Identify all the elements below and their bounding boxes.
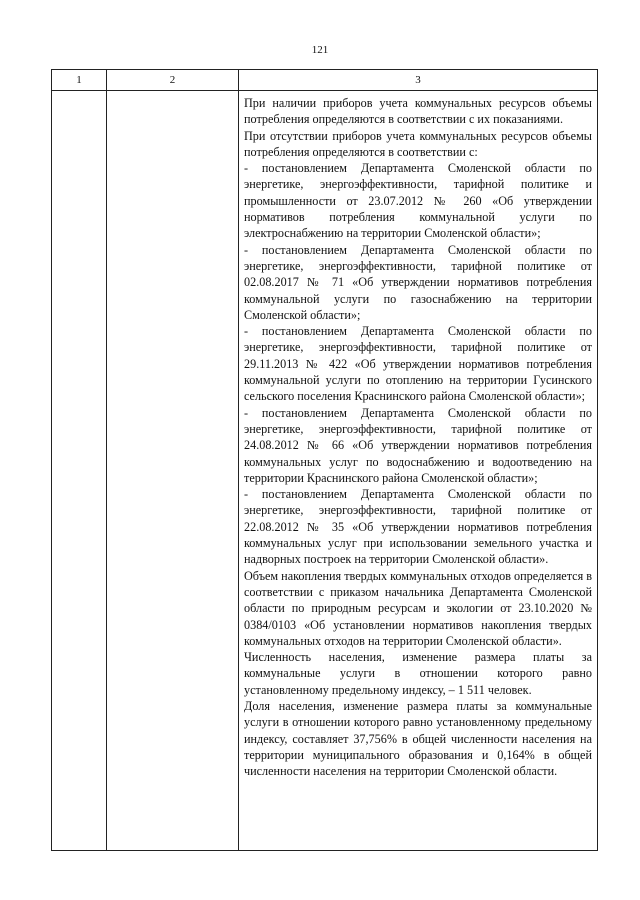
page-number: 121 — [311, 44, 329, 56]
table-header-row — [52, 70, 598, 91]
column-2-cell — [107, 91, 239, 851]
paragraph-population-count: Численность населения, изменение размера платы за коммунальные услуги в отношении которого равно установленному предельному индексу, – 1 511 человек. — [244, 650, 592, 697]
column-3-cell — [239, 91, 598, 851]
paragraph-metering-present: При наличии приборов учета коммунальных ресурсов объемы потребления определяются в соответствии с их показаниями. — [244, 96, 592, 127]
paragraph-electricity-resolution: - постановлением Департамента Смоленской области по энергетике, энергоэффективности, тарифной политике и промышленности от 23.07.2012 № 260 «Об утверждении нормативов потребления коммунальной услуги по электроснабжению на территории Смоленской области»; — [244, 161, 592, 241]
paragraph-waste-volume: Объем накопления твердых коммунальных отходов определяется в соответствии с приказом начальника Департамента Смоленской области по природным ресурсам и экологии от 23.10.2020 № 0384/0103 «Об установлении нормативов накопления твердых коммунальных отходов на территории Смоленской области». — [244, 568, 592, 648]
column-header-3: 3 — [239, 70, 598, 91]
column-1-cell — [52, 91, 107, 851]
paragraph-metering-absent: При отсутствии приборов учета коммунальных ресурсов объемы потребления определяются в соответствии с: — [244, 128, 592, 159]
document-table — [51, 69, 598, 851]
paragraph-gas-resolution: - постановлением Департамента Смоленской области по энергетике, энергоэффективности, тарифной политике от 02.08.2017 № 71 «Об утверждении нормативов потребления коммунальной услуги по газоснабжению на территории Смоленской области»; — [244, 242, 592, 322]
paragraph-land-resolution: - постановлением Департамента Смоленской области по энергетике, энергоэффективности, тарифной политике от 22.08.2012 № 35 «Об утверждении нормативов потребления коммунальных услуг при использовании земельного участка и надворных построек на территории Смоленской области». — [244, 487, 592, 567]
column-header-2: 2 — [107, 70, 239, 91]
table-row — [52, 91, 598, 851]
column-header-1: 1 — [52, 70, 107, 91]
paragraph-population-share: Доля населения, изменение размера платы за коммунальные услуги в отношении которого равно установленному предельному индексу, составляет 37,756% в общей численности населения на территории муниципального образования и 0,164% в общей численности населения на территории Смоленской области. — [244, 698, 592, 779]
paragraph-heating-resolution: - постановлением Департамента Смоленской области по энергетике, энергоэффективности, тарифной политике от 29.11.2013 № 422 «Об утверждении нормативов потребления коммунальной услуги по отоплению на территории Гусинского сельского поселения Краснинского района Смоленской области»; — [244, 324, 592, 404]
paragraph-water-resolution: - постановлением Департамента Смоленской области по энергетике, энергоэффективности, тарифной политике от 24.08.2012 № 66 «Об утверждении нормативов потребления коммунальных услуг по водоснабжению и водоотведению на территории Краснинского района Смоленской области»; — [244, 405, 592, 485]
